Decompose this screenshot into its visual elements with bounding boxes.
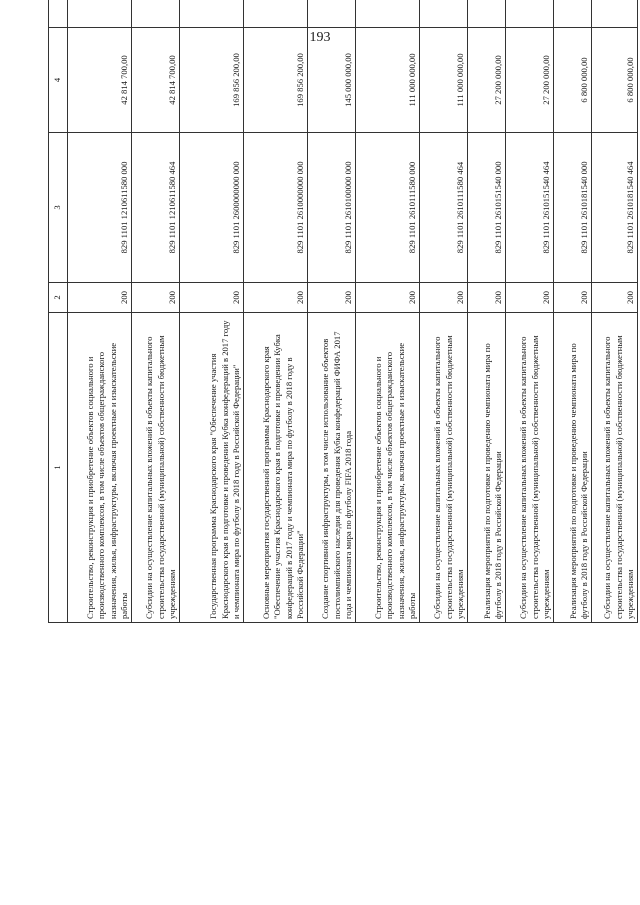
row-value-5 — [420, 0, 468, 28]
rotated-table-area — [48, 53, 635, 864]
column-header: 3 — [49, 133, 68, 283]
row-value-4: 169 856 200,00 — [180, 28, 244, 133]
table-row — [180, 0, 244, 623]
table-row — [244, 0, 308, 623]
row-code-2: 200 — [506, 283, 554, 313]
row-value-5 — [244, 0, 308, 28]
row-value-5 — [592, 0, 638, 28]
row-value-5 — [308, 0, 356, 28]
row-code-2: 200 — [592, 283, 638, 313]
row-value-5 — [554, 0, 592, 28]
budget-table — [48, 0, 638, 623]
table-row — [506, 0, 554, 623]
row-code-2: 200 — [244, 283, 308, 313]
row-value-4: 6 800 000,00 — [554, 28, 592, 133]
row-value-4: 42 814 700,00 — [68, 28, 132, 133]
row-code-3: 829 1101 2610000000 000 — [244, 133, 308, 283]
row-value-5 — [180, 0, 244, 28]
row-description: Субсидии на осуществление капитальных вложений в объекты капитального строительства государственной (муниципальной) собственности бюджетным учреждениям — [506, 313, 554, 623]
row-code-3: 829 1101 2600000000 000 — [180, 133, 244, 283]
row-value-5 — [506, 0, 554, 28]
row-code-2: 200 — [68, 283, 132, 313]
row-value-4: 169 856 200,00 — [244, 28, 308, 133]
column-header: 4 — [49, 28, 68, 133]
row-value-5 — [356, 0, 420, 28]
row-value-4: 111 000 000,00 — [356, 28, 420, 133]
row-description: Строительство, реконструкция и приобретение объектов социального и производственного комплексов, в том числе объектов общегражданского назначения, жилья, инфраструктуры, включая проектные и изыскательские работы — [68, 313, 132, 623]
row-description: Субсидии на осуществление капитальных вложений в объекты капитального строительства государственной (муниципальной) собственности бюджетным учреждениям — [132, 313, 180, 623]
table-row — [356, 0, 420, 623]
row-value-5 — [132, 0, 180, 28]
row-value-4: 27 200 000,00 — [506, 28, 554, 133]
table-row — [554, 0, 592, 623]
row-description: Создание спортивной инфраструктуры, в том числе использование объектов постолимпийского наследия для проведения Кубка конфедераций ФИФА 2017 года и чемпионата мира по футболу FIFA 2018 года — [308, 313, 356, 623]
row-code-3: 829 1101 2610111580 464 — [420, 133, 468, 283]
row-description: Строительство, реконструкция и приобретение объектов социального и производственного комплексов, в том числе объектов общегражданского назначения, жилья, инфраструктуры, включая проектные и изыскательские работы — [356, 313, 420, 623]
table-row — [132, 0, 180, 623]
row-code-3: 829 1101 2610111580 000 — [356, 133, 420, 283]
row-code-2: 200 — [554, 283, 592, 313]
table-row — [420, 0, 468, 623]
row-code-2: 200 — [356, 283, 420, 313]
row-value-4: 27 200 000,00 — [468, 28, 506, 133]
column-header: 2 — [49, 283, 68, 313]
row-code-3: 829 1101 2610100000 000 — [308, 133, 356, 283]
budget-table-body — [49, 0, 638, 623]
row-code-2: 200 — [308, 283, 356, 313]
column-header — [49, 0, 68, 28]
row-code-2: 200 — [420, 283, 468, 313]
budget-table-frame — [48, 0, 635, 623]
row-code-2: 200 — [468, 283, 506, 313]
row-value-4: 145 000 000,00 — [308, 28, 356, 133]
column-header-row — [49, 0, 68, 623]
row-description: Субсидии на осуществление капитальных вложений в объекты капитального строительства государственной (муниципальной) собственности бюджетным учреждениям — [420, 313, 468, 623]
table-row — [308, 0, 356, 623]
row-description: Государственная программа Краснодарского края "Обеспечение участия Краснодарского края в подготовке и проведении Кубка конфедераций в 2017 году и чемпионата мира по футболу в 2018 году в Российской Федерации" — [180, 313, 244, 623]
row-code-3: 829 1101 2610181540 464 — [592, 133, 638, 283]
row-code-3: 829 1101 2610151540 000 — [468, 133, 506, 283]
table-row — [468, 0, 506, 623]
row-code-3: 829 1101 2610181540 000 — [554, 133, 592, 283]
row-code-2: 200 — [132, 283, 180, 313]
row-value-4: 42 814 700,00 — [132, 28, 180, 133]
row-value-5 — [68, 0, 132, 28]
row-value-4: 111 000 000,00 — [420, 28, 468, 133]
row-code-3: 829 1101 1210611580 464 — [132, 133, 180, 283]
row-value-5 — [468, 0, 506, 28]
table-row — [592, 0, 638, 623]
row-description: Реализация мероприятий по подготовке и проведению чемпионата мира по футболу в 2018 году в Российской Федерации — [554, 313, 592, 623]
row-description: Реализация мероприятий по подготовке и проведению чемпионата мира по футболу в 2018 году в Российской Федерации — [468, 313, 506, 623]
column-header: 1 — [49, 313, 68, 623]
row-code-3: 829 1101 2610151540 464 — [506, 133, 554, 283]
row-code-3: 829 1101 1210611580 000 — [68, 133, 132, 283]
row-description: Субсидии на осуществление капитальных вложений в объекты капитального строительства государственной (муниципальной) собственности бюджетным учреждениям — [592, 313, 638, 623]
row-description: Основные мероприятия государственной программы Краснодарского края "Обеспечение участия Краснодарского края в подготовке и проведении Кубка конфедераций в 2017 году и чемпионата мира по футболу в 2018 году в Российской Федерации" — [244, 313, 308, 623]
page-number: 193 — [309, 30, 331, 45]
row-code-2: 200 — [180, 283, 244, 313]
row-value-4: 6 800 000,00 — [592, 28, 638, 133]
table-row — [68, 0, 132, 623]
